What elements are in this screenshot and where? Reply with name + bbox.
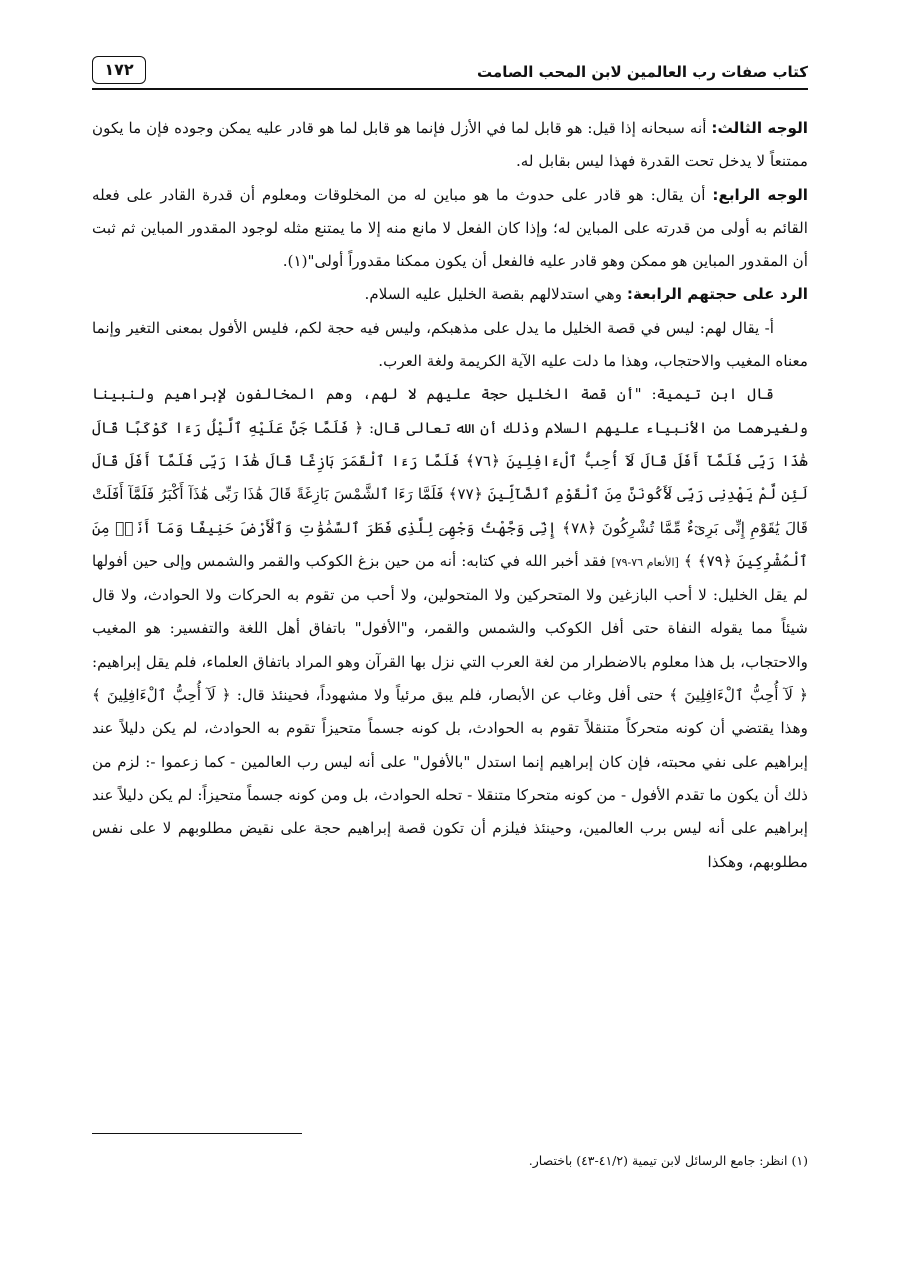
body-text	[92, 112, 808, 879]
quote-continuation-2: حتى أفل وغاب عن الأبصار، فلم يبق مرئياً ولا مشهوداً، فحينئذ قال:	[230, 686, 670, 705]
heading-third-aspect: الوجه الثالث:	[711, 119, 808, 137]
book-title: كتاب صفات رب العالمين لابن المحب الصامت	[477, 63, 808, 81]
paragraph-fourth-aspect	[92, 179, 808, 279]
paragraph-rebuttal-fourth	[92, 278, 808, 311]
quote-continuation: فقد أخبر الله في كتابه: أنه من حين بزغ الكوكب والقمر والشمس وإلى حين أفولها لم يقل الخليل: لا أحب البازغين ولا المتحركين ولا المتحولين، ولا أحب من تقوم به الحركات ولا الحوادث، ولا قال شيئاً مما يقوله النفاة حتى أفل الكوكب والشمس والقمر، و"الأفول" باتفاق أهل اللغة والتفسير: هو المغيب والاحتجاب، بل هذا معلوم بالاضطرار من لغة العرب التي نزل بها القرآن وهو المراد باتفاق العلماء، فلم يقل إبراهيم:	[92, 551, 808, 671]
heading-fourth-aspect: الوجه الرابع:	[712, 185, 808, 204]
page-header	[92, 54, 808, 90]
heading-rebuttal-fourth: الرد على حجتهم الرابعة:	[626, 285, 808, 304]
text-third-aspect: أنه سبحانه إذا قيل: هو قابل لما في الأزل فإنما هو قابل لما هو قادر عليه يمكن وجوده فإن ما يكون ممتنعاً لا يدخل تحت القدرة فهذا ليس بقابل له.	[92, 119, 808, 171]
quran-phrase-2: ﴿ لَآ أُحِبُّ ٱلْءَافِلِينَ ﴾	[92, 686, 231, 705]
quote-continuation-3: وهذا يقتضي أن كونه متحركاً متنقلاً تقوم به الحوادث، بل كونه جسماً متحيزاً تقوم به الحوادث، لم يكن دليلاً عند إبراهيم على نفي محبته، فإن كان إبراهيم إنما استدل "بالأفول" على أنه ليس رب العالمين - كما زعموا -: لزم من ذلك أن يكون ما تقدم الأفول - من كونه متحركا متنقلا - تحله الحوادث، بل ومن كونه جسماً متحيزاً: لم يكن دليلاً عند إبراهيم على أنه ليس برب العالمين، وحينئذ فيلزم أن تكون قصة إبراهيم حجة على نقيض مطلوبهم لا على نفس مطلوبهم، وهكذا	[92, 719, 808, 871]
quote-intro: قال ابن تيمية: "أن قصة الخليل حجة عليهم لا لهم، وهم المخالفون لإبراهيم ولنبينا ولغيرهما من الأنبياء عليهم السلام وذلك أن الله تعالى قال:	[92, 385, 808, 437]
text-fourth-aspect: أن يقال: هو قادر على حدوث ما هو مباين له من المخلوقات ومعلوم أن قدرة القادر على فعله القائم به أولى من قدرته على المباين له؛ وإذا كان الفعل لا مانع منه إلا ما يمتنع مثله لوجود المقدور المباين ثم ثبت أن المقدور المباين هو ممكن وهو قادر عليه فالفعل أن يكون ممكنا مقدوراً أولى"(١).	[92, 185, 808, 271]
paragraph-ibn-taymiyyah-quote	[92, 378, 808, 878]
quran-verses: ﴿ فَلَمَّا جَنَّ عَلَيْهِ ٱلَّيْلُ رَءَا كَوْكَبًا قَالَ هَٰذَا رَبِّى فَلَمَّآ أَفَلَ قَالَ لَآ أُحِبُّ ٱلْءَافِلِينَ ﴿٧٦﴾ فَلَمَّا رَءَا ٱلْقَمَرَ بَازِغًا قَالَ هَٰذَا رَبِّى فَلَمَّآ أَفَلَ قَالَ لَئِن لَّمْ يَهْدِنِى رَبِّى لَأَكُونَنَّ مِنَ ٱلْقَوْمِ ٱلضَّآلِّينَ ﴿٧٧﴾ فَلَمَّا رَءَا ٱلشَّمْسَ بَازِغَةً قَالَ هَٰذَا رَبِّى هَٰذَآ أَكْبَرُ فَلَمَّآ أَفَلَتْ قَالَ يَٰقَوْمِ إِنِّى بَرِىٓءٌ مِّمَّا تُشْرِكُونَ ﴿٧٨﴾ إِنِّى وَجَّهْتُ وَجْهِىَ لِلَّذِى فَطَرَ ٱلسَّمَٰوَٰتِ وَٱلْأَرْضَ حَنِيفًا وَمَآ أَنَا۠ مِنَ ٱلْمُشْرِكِينَ ﴿٧٩﴾ ﴾	[92, 418, 809, 570]
footnote-separator	[92, 1133, 302, 1134]
text-rebuttal-fourth: وهي استدلالهم بقصة الخليل عليه السلام.	[364, 285, 627, 304]
paragraph-point-a: أ- يقال لهم: ليس في قصة الخليل ما يدل على مذهبكم، وليس فيه حجة لكم، فليس الأفول بمعنى التغير وإنما معناه المغيب والاحتجاب، وهذا ما دلت عليه الآية الكريمة ولغة العرب.	[92, 318, 808, 371]
quran-phrase-1: ﴿ لَآ أُحِبُّ ٱلْءَافِلِينَ ﴾	[669, 686, 808, 705]
verse-reference: [الأنعام ٧٦-٧٩]	[611, 555, 679, 569]
page-number: ١٧٢	[92, 56, 146, 84]
paragraph-third-aspect	[92, 112, 808, 179]
footnote: (١) انظر: جامع الرسائل لابن تيمية (٤١/٢-٤٣) باختصار.	[528, 1153, 808, 1168]
